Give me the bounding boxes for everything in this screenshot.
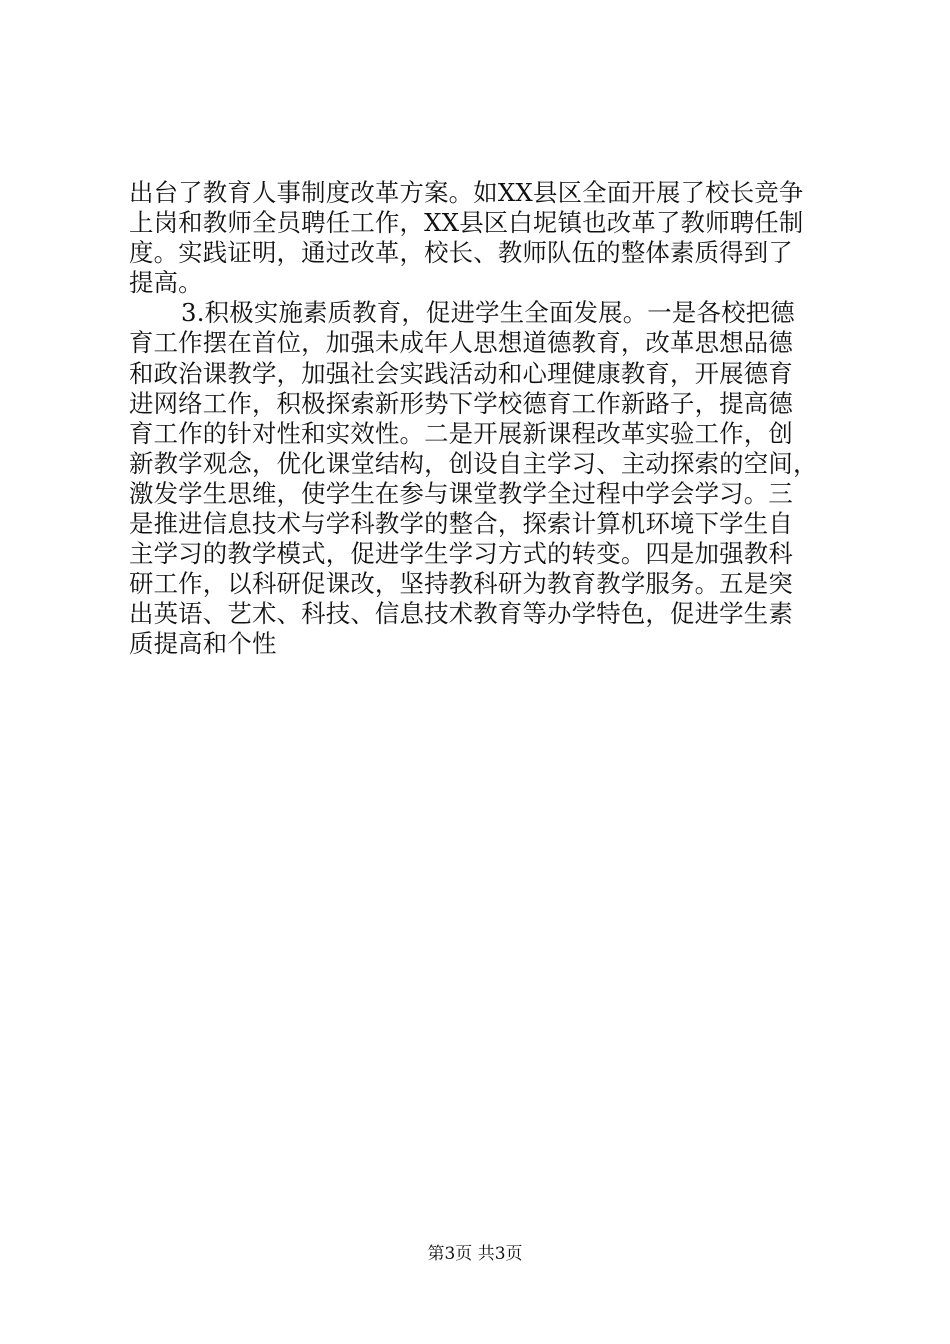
paragraph-heading-line: 3.积极实施素质教育，促进学生全面发展。一是各校把德	[181, 298, 795, 328]
text-line: 主学习的教学模式，促进学生学习方式的转变。四是加强教科	[129, 539, 793, 569]
text-line: 研工作，以科研促课改，坚持教科研为教育教学服务。五是突	[129, 569, 793, 599]
page-number-footer: 第3页 共3页	[427, 1244, 523, 1264]
text-line: 质提高和个性	[129, 629, 277, 659]
body-text	[129, 178, 829, 660]
text-line: 进网络工作，积极探索新形势下学校德育工作新路子，提高德	[129, 388, 793, 418]
text-line: 上岗和教师全员聘任工作，XX县区白坭镇也改革了教师聘任制	[129, 208, 804, 238]
text-line: 出台了教育人事制度改革方案。如XX县区全面开展了校长竞争	[129, 178, 804, 207]
text-line: 和政治课教学，加强社会实践活动和心理健康教育，开展德育	[129, 358, 793, 388]
text-line: 提高。	[129, 268, 203, 298]
text-line: 新教学观念，优化课堂结构，创设自主学习、主动探索的空间，	[129, 448, 818, 478]
text-line: 育工作的针对性和实效性。二是开展新课程改革实验工作，创	[129, 418, 793, 448]
text-line: 是推进信息技术与学科教学的整合，探索计算机环境下学生自	[129, 509, 793, 539]
text-line: 度。实践证明，通过改革，校长、教师队伍的整体素质得到了	[129, 238, 793, 268]
text-line: 激发学生思维，使学生在参与课堂教学全过程中学会学习。三	[129, 478, 793, 508]
text-line: 育工作摆在首位，加强未成年人思想道德教育，改革思想品德	[129, 328, 793, 358]
text-line: 出英语、艺术、科技、信息技术教育等办学特色，促进学生素	[129, 599, 793, 629]
